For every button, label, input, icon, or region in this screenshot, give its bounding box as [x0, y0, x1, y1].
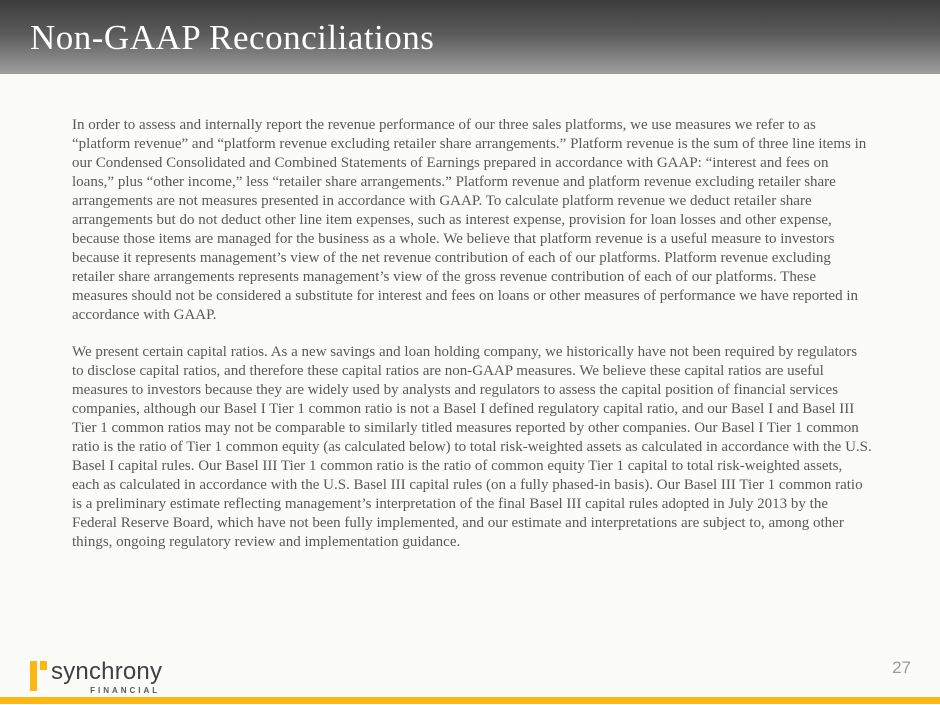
- logo-dot-shape: [40, 661, 47, 670]
- page-title: Non-GAAP Reconciliations: [30, 18, 435, 57]
- paragraph-capital-ratios: We present certain capital ratios. As a new savings and loan holding company, we historically have not been required by regulators to disclose capital ratios, and therefore these capital ratios are non-GAAP measures. We believe these capital ratios are useful measures to investors because they are widely used by analysts and regulators to assess the capital position of financial services companies, although our Basel I Tier 1 common ratio is not a Basel I defined regulatory capital ratio, and our Basel I and Basel III Tier 1 common ratios may not be comparable to similarly titled measures reported by other companies. Our Basel I Tier 1 common ratio is the ratio of Tier 1 common equity (as calculated below) to total risk-weighted assets as calculated in accordance with the U.S. Basel I capital rules. Our Basel III Tier 1 common ratio is the ratio of common equity Tier 1 capital to total risk-weighted assets, each as calculated in accordance with the U.S. Basel III capital rules (on a fully phased-in basis). Our Basel III Tier 1 common ratio is a preliminary estimate reflecting management’s interpretation of the final Basel III capital rules adopted in July 2013 by the Federal Reserve Board, which have not been fully implemented, and our estimate and interpretations are subject to, among other things, ongoing regulatory review and implementation guidance.: [72, 344, 872, 550]
- body-text: [72, 116, 872, 570]
- logo-text: [51, 659, 162, 695]
- synchrony-logo-icon: [30, 659, 47, 691]
- logo-subtext: FINANCIAL: [90, 686, 161, 695]
- logo-bar-shape: [30, 661, 37, 691]
- bottom-accent-bar: [0, 697, 940, 704]
- logo-wordmark: synchrony: [51, 658, 163, 685]
- page-number: 27: [892, 658, 911, 677]
- synchrony-logo: [30, 659, 162, 695]
- slide-header: [0, 0, 940, 74]
- paragraph-platform-revenue: In order to assess and internally report the revenue performance of our three sales platforms, we use measures we refer to as “platform revenue” and “platform revenue excluding retailer share arrangements.” Platform revenue is the sum of three line items in our Condensed Consolidated and Combined Statements of Earnings prepared in accordance with GAAP: “interest and fees on loans,” plus “other income,” less “retailer share arrangements.” Platform revenue and platform revenue excluding retailer share arrangements are not measures presented in accordance with GAAP. To calculate platform revenue we deduct retailer share arrangements but do not deduct other line item expenses, such as interest expense, provision for loan losses and other expense, because those items are managed for the business as a whole. We believe that platform revenue is a useful measure to investors because it represents management’s view of the net revenue contribution of each of our platforms. Platform revenue excluding retailer share arrangements represents management’s view of the gross revenue contribution of each of our platforms. These measures should not be considered a substitute for interest and fees on loans or other measures of performance we have reported in accordance with GAAP.: [72, 117, 867, 323]
